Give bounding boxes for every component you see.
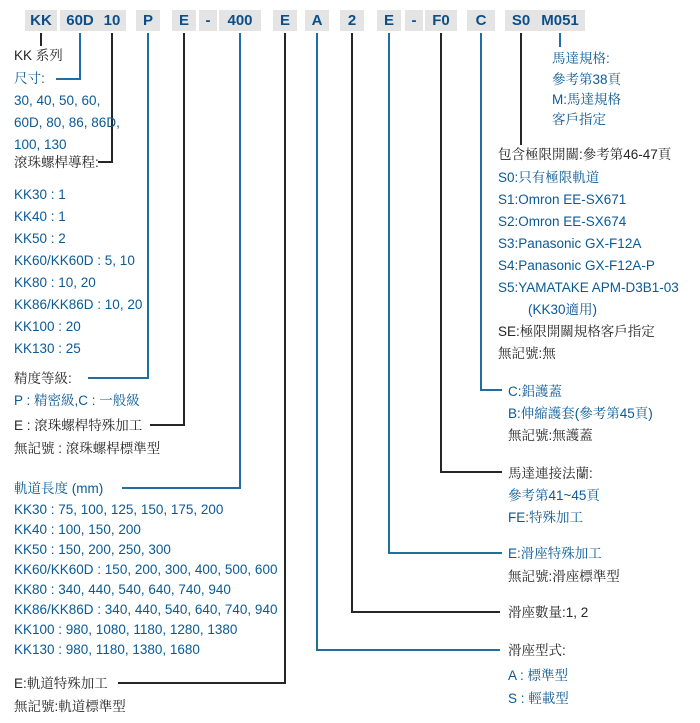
lead-item: KK100 : 20 <box>14 319 81 334</box>
screw-standard-line: 無記號 : 滾珠螺桿標準型 <box>14 441 161 456</box>
rail-length-item: KK130 : 980, 1180, 1380, 1680 <box>14 642 200 657</box>
code-segment-slide-type: A <box>305 10 329 31</box>
connector-slide-type-vline <box>316 33 318 651</box>
code-segment-dash-1: - <box>199 10 217 31</box>
connector-flange-hline <box>440 471 502 473</box>
slide-type-item: S : 輕載型 <box>508 691 569 706</box>
flange-item: 參考第41~45頁 <box>508 488 600 503</box>
series-label: KK 系列 <box>14 48 63 63</box>
rail-length-label: 軌道長度 (mm) <box>14 481 104 496</box>
connector-slide-special-hline <box>388 552 502 554</box>
flange-label: 馬達連接法蘭: <box>508 466 593 481</box>
cover-item: 無記號:無護蓋 <box>508 428 593 443</box>
connector-slide-count-vline <box>351 33 353 613</box>
limit-switch-item: 無記號:無 <box>498 346 556 361</box>
limit-switch-label: 包含極限開關:參考第46-47頁 <box>498 147 672 162</box>
code-segment-switch: S0 <box>505 10 537 31</box>
code-segment-slide-count: 2 <box>340 10 364 31</box>
connector-kk-vline <box>40 33 42 46</box>
screw-special-line: E : 滾珠螺桿特殊加工 <box>14 418 143 433</box>
code-segment-screw-special: E <box>172 10 196 31</box>
lead-item: KK80 : 10, 20 <box>14 275 96 290</box>
connector-flange-vline <box>440 33 442 473</box>
limit-switch-item: SE:極限開關規格客戶指定 <box>498 324 655 339</box>
limit-switch-item: S3:Panasonic GX-F12A <box>498 236 642 251</box>
limit-switch-item: S1:Omron EE-SX671 <box>498 192 627 207</box>
size-item: 30, 40, 50, 60, <box>14 93 101 108</box>
size-label: 尺寸: <box>14 71 45 86</box>
accuracy-value: P : 精密級,C : 一般級 <box>14 393 140 408</box>
slide-special-line: E:滑座特殊加工 <box>508 546 602 561</box>
rail-length-item: KK30 : 75, 100, 125, 150, 175, 200 <box>14 502 224 517</box>
cover-item: B:伸縮護套(參考第45頁) <box>508 406 653 421</box>
lead-item: KK60/KK60D : 5, 10 <box>14 253 135 268</box>
slide-type-label: 滑座型式: <box>508 643 566 658</box>
rail-length-item: KK60/KK60D : 150, 200, 300, 400, 500, 600 <box>14 562 278 577</box>
size-item: 100, 130 <box>14 137 67 152</box>
rail-standard-line: 無記號:軌道標準型 <box>14 699 126 714</box>
rail-special-line: E:軌道特殊加工 <box>14 676 108 691</box>
motor-spec-line: M:馬達規格 <box>552 92 621 107</box>
code-segment-kk: KK <box>25 10 57 31</box>
connector-cover-hline <box>480 389 502 391</box>
code-segment-lead: 10 <box>98 10 126 31</box>
limit-switch-item-note: (KK30適用) <box>528 302 598 317</box>
rail-length-item: KK100 : 980, 1080, 1180, 1280, 1380 <box>14 622 238 637</box>
connector-motor-vline <box>559 33 561 47</box>
rail-length-item: KK40 : 100, 150, 200 <box>14 522 141 537</box>
limit-switch-item: S4:Panasonic GX-F12A-P <box>498 258 655 273</box>
connector-screw-special-vline <box>183 33 185 426</box>
connector-lead-vline <box>111 33 113 163</box>
lead-label: 滾珠螺桿導程: <box>14 155 99 170</box>
connector-slide-count-hline <box>351 611 500 613</box>
limit-switch-item: S2:Omron EE-SX674 <box>498 214 627 229</box>
code-segment-accuracy: P <box>136 10 160 31</box>
connector-size-vline <box>79 33 81 80</box>
code-segment-motor: M051 <box>535 10 585 31</box>
flange-item: FE:特殊加工 <box>508 510 584 525</box>
lead-item: KK40 : 1 <box>14 209 66 224</box>
lead-item: KK30 : 1 <box>14 187 66 202</box>
lead-item: KK86/KK86D : 10, 20 <box>14 297 143 312</box>
cover-item: C:鋁護蓋 <box>508 384 562 399</box>
lead-item: KK130 : 25 <box>14 341 81 356</box>
connector-slide-special-vline <box>388 33 390 554</box>
code-segment-cover: C <box>467 10 495 31</box>
accuracy-label: 精度等級: <box>14 371 72 386</box>
code-segment-slide-special: E <box>377 10 401 31</box>
connector-rail-length-hline <box>122 487 241 489</box>
size-item: 60D, 80, 86, 86D, <box>14 115 120 130</box>
code-segment-rail-special: E <box>273 10 297 31</box>
connector-accuracy-hline <box>88 377 149 379</box>
code-segment-size: 60D <box>60 10 100 31</box>
rail-length-item: KK50 : 150, 200, 250, 300 <box>14 542 171 557</box>
rail-length-item: KK80 : 340, 440, 540, 640, 740, 940 <box>14 582 231 597</box>
limit-switch-item: S5:YAMATAKE APM-D3B1-03 <box>498 280 679 295</box>
slide-type-item: A : 標準型 <box>508 668 569 683</box>
slide-standard-line: 無記號:滑座標準型 <box>508 569 620 584</box>
slide-count-label: 滑座數量:1, 2 <box>508 605 589 620</box>
connector-accuracy-vline <box>147 33 149 379</box>
motor-spec-line: 參考第38頁 <box>552 72 622 87</box>
code-segment-rail-length: 400 <box>219 10 261 31</box>
rail-length-item: KK86/KK86D : 340, 440, 540, 640, 740, 940 <box>14 602 278 617</box>
connector-size-hline <box>56 78 81 80</box>
connector-screw-special-hline <box>150 424 185 426</box>
code-segment-dash-2: - <box>405 10 423 31</box>
motor-spec-line: 客戶指定 <box>552 112 606 127</box>
lead-item: KK50 : 2 <box>14 231 66 246</box>
connector-switch-vline <box>520 33 522 145</box>
connector-rail-length-vline <box>239 33 241 489</box>
code-segment-flange: F0 <box>425 10 457 31</box>
connector-slide-type-hline <box>316 649 500 651</box>
connector-lead-hline <box>98 161 113 163</box>
motor-spec-line: 馬達規格: <box>552 51 610 66</box>
connector-cover-vline <box>480 33 482 391</box>
connector-rail-special-hline <box>118 682 286 684</box>
connector-rail-special-vline <box>284 33 286 684</box>
limit-switch-item: S0:只有極限軌道 <box>498 170 600 185</box>
